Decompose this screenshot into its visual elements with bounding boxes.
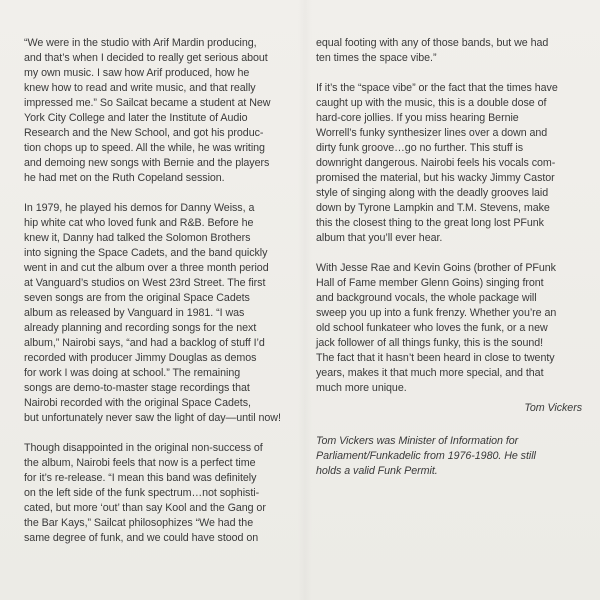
right-text-column: [316, 36, 586, 479]
left-text-column: [24, 36, 300, 561]
paragraph-1979-demos: In 1979, he played his demos for Danny Weiss, a hip white cat who loved funk and R&B. Before he knew it, Danny had talked the Solomon Brothers into signing the Space Cadets, and the band quickly went in and cut the album over a three month period at Vanguard’s studios on West 23rd Street. The first seven songs are from the original Space Cadets album as released by Vanguard in 1981. “I was already planning and recording songs for the next album,” Nairobi says, “and had a backlog of stuff I’d recorded with producer Jimmy Douglas as demos for work I was doing at school.” The remaining songs are demo-to-master stage recordings that Nairobi recorded with the original Space Cadets, but unfortunately never saw the light of day—until now!: [24, 202, 281, 424]
paragraph-re-release: Though disappointed in the original non-success of the album, Nairobi feels that now is a perfect time for it’s re-release. “I mean this band was definitely on the left side of the funk spectrum…not sophisti- cated, but more ‘out’ than say Kool and the Gang or the Bar Kays,” Sailcat philosophizes “We had the same degree of funk, and we could have stood on: [24, 442, 266, 544]
paragraph-studio-arif-mardin: “We were in the studio with Arif Mardin producing, and that’s when I decided to really get serious about my own music. I saw how Arif produced, how he knew how to read and write music, and that really impressed me.” So Sailcat became a student at New York City College and later the Institute of Audio Research and the New School, and got his produc- tion chops up to speed. All the while, he was writing and demoing new songs with Bernie and the players he had met on the Ruth Copeland session.: [24, 37, 271, 184]
paragraph-hard-core-jollies: If it’s the “space vibe” or the fact that the times have caught up with the music, this is a double dose of hard-core jollies. If you miss hearing Bernie Worrell’s funky synthesizer lines over a down and dirty funk groove…go no further. This stuff is downright dangerous. Nairobi feels his vocals com- promised the material, but his wacky Jimmy Castor style of singing along with the deadly grooves laid down by Tyrone Lampkin and T.M. Stevens, make this the closest thing to the great long lost PFunk album that you’ll ever hear.: [316, 82, 558, 244]
paragraph-space-vibe-continued: equal footing with any of those bands, but we had ten times the space vibe.”: [316, 37, 549, 64]
author-signature: Tom Vickers: [524, 402, 582, 414]
author-bio: Tom Vickers was Minister of Information for Parliament/Funkadelic from 1976-1980. He still holds a valid Funk Permit.: [316, 435, 536, 477]
page-fold-shadow: [298, 0, 312, 600]
paragraph-jesse-rae-kevin-goins: With Jesse Rae and Kevin Goins (brother of PFunk Hall of Fame member Glenn Goins) singing front and background vocals, the whole package will sweep you up into a funk frenzy. Whether you’re an old school funkateer who loves the funk, or a new jack follower of all things funky, this is the sound! The fact that it hasn’t been heard in close to twenty years, makes it that much more special, and that much more unique.: [316, 262, 557, 394]
